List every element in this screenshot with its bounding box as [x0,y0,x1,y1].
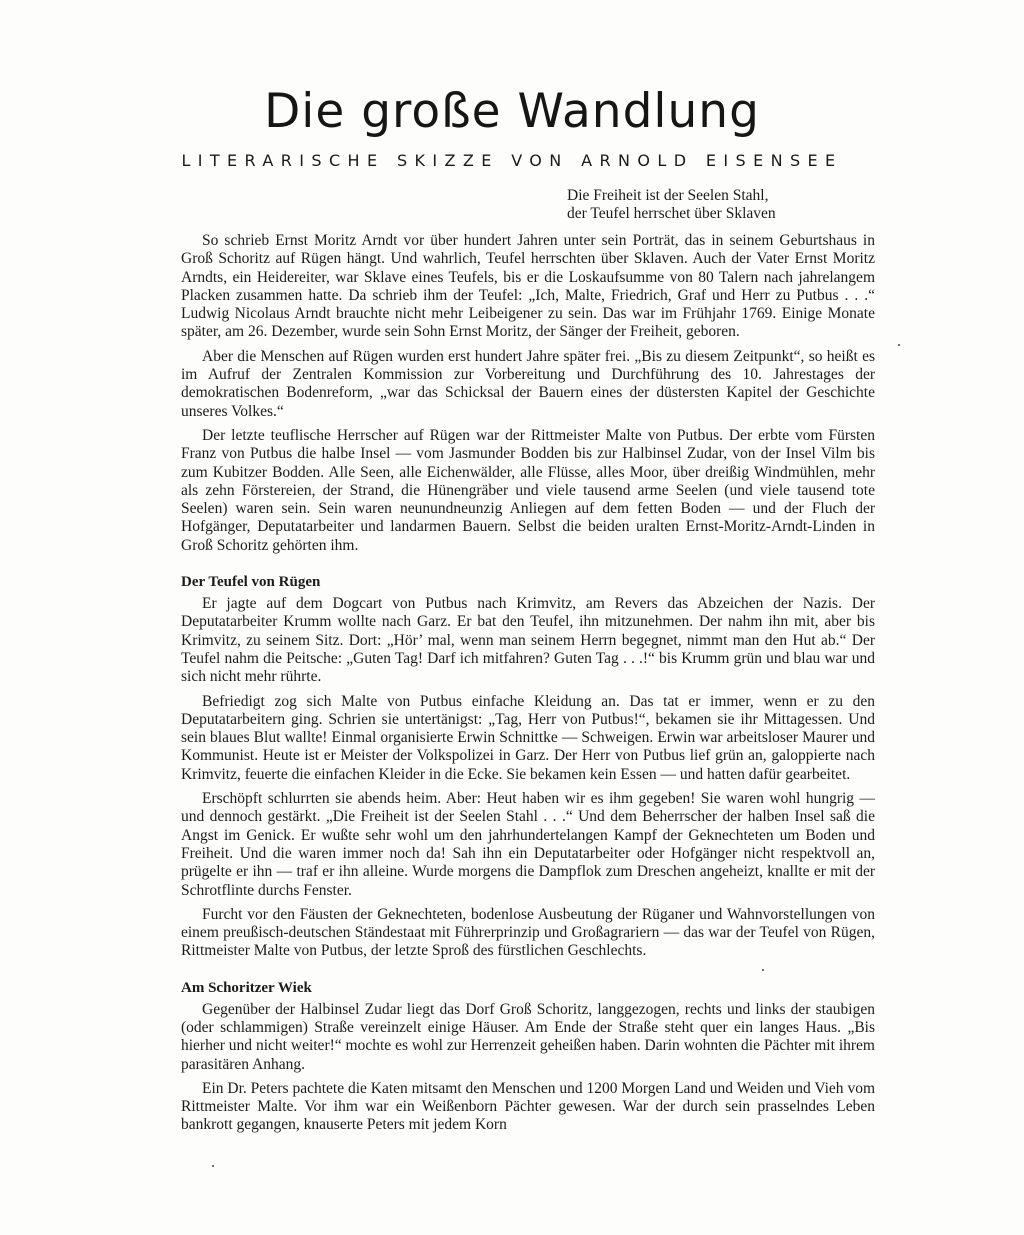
section1-paragraph-3: Erschöpft schlurrten sie abends heim. Aber: Heut haben wir es ihm gegeben! Sie waren wohl hungrig — und dennoch gestärkt. „Die Freiheit ist der Seelen Stahl . . .“ Und dem Beherrscher der halben Insel saß die Angst im Genick. Er wußte sehr wohl um den jahrhundertelangen Kampf der Geknechteten um Boden und Freiheit. Und die waren immer noch da! Sah ihn ein Deputatarbeiter oder Hofgänger nicht respektvoll an, prügelte er ihn — traf er ihn alleine. Wurde morgens die Dampflok zum Dreschen angeheizt, knallte er mit der Schrotflinte durchs Fenster. [181,790,875,899]
section1-paragraph-4: Furcht vor den Fäusten der Geknechteten, bodenlose Ausbeutung der Rüganer und Wahnvorstellungen von einem preußisch-deutschen Ständestaat mit Führerprinzip und Großagrariern — das war der Teufel von Rügen, Rittmeister Malte von Putbus, der letzte Sproß des fürstlichen Geschlechts. [181,905,875,960]
section1-paragraph-1: Er jagte auf dem Dogcart von Putbus nach Krimvitz, am Revers das Abzeichen der Nazis. Der Deputatarbeiter Krumm wollte nach Garz. Er bat den Teufel, ihn mitzunehmen. Der nahm ihn mit, aber bis Krimvitz, zu seinem Sitz. Dort: „Hör’ mal, wenn man seinem Herrn begegnet, nimmt man den Hut ab.“ Der Teufel nahm die Peitsche: „Guten Tag! Darf ich mitfahren? Guten Tag . . .!“ bis Krumm grün und blau war und sich nicht mehr rührte. [181,595,875,686]
article-body [181,232,875,1141]
intro-paragraph-3: Der letzte teuflische Herrscher auf Rügen war der Rittmeister Malte von Putbus. Der erbte vom Fürsten Franz von Putbus die halbe Insel — vom Jasmunder Bodden bis zur Halbinsel Zudar, von der Insel Vilm bis zum Kubitzer Bodden. Alle Seen, alle Eichenwälder, alle Flüsse, alles Moor, über dreißig Windmühlen, mehr als zehn Förstereien, der Strand, die Hünengräber und viele tausend arme Seelen (und viele tausend tote Seelen) waren sein. Sein waren neunundneunzig Anliegen auf dem fetten Boden — und der Fluch der Hofgänger, Deputatarbeiter und landarmen Bauern. Selbst die beiden uralten Ernst-Moritz-Arndt-Linden in Groß Schoritz gehörten ihm. [181,426,875,554]
epigraph-line-1: Die Freiheit ist der Seelen Stahl, [567,187,769,204]
print-speck [762,969,764,971]
article-title: Die große Wandlung [264,84,760,139]
section1-paragraph-2: Befriedigt zog sich Malte von Putbus einfache Kleidung an. Das tat er immer, wenn er zu den Deputatarbeitern ging. Schrien sie untertänigst: „Tag, Herr von Putbus!“, bekamen sie ihr Mittagessen. Und sein blaues Blut wallte! Einmal organisierte Erwin Schnittke — Schweigen. Erwin war arbeitsloser Maurer und Kommunist. Heute ist er Meister der Volkspolizei in Garz. Der Herr von Putbus lief grün an, galoppierte nach Krimvitz, feuerte die einfachen Kleider in die Ecke. Sie bekamen kein Essen — und hatten dafür gearbeitet. [181,692,875,783]
section2-paragraph-1: Gegenüber der Halbinsel Zudar liegt das Dorf Groß Schoritz, langgezogen, rechts und links der staubigen (oder schlammigen) Straße vereinzelt einige Häuser. Am Ende der Straße steht quer ein langes Haus. „Bis hierher und nicht weiter!“ mochte es wohl zur Herrenzeit geheißen haben. Darin wohnten die Pächter mit ihrem parasitären Anhang. [181,1000,875,1073]
print-speck [898,344,900,346]
epigraph-line-2: der Teufel herrschet über Sklaven [567,205,776,222]
section-heading-schoritzer-wiek: Am Schoritzer Wiek [181,979,312,996]
section-heading-teufel: Der Teufel von Rügen [181,574,321,591]
epigraph [567,187,776,223]
intro-paragraph-2: Aber die Menschen auf Rügen wurden erst hundert Jahre später frei. „Bis zu diesem Zeitpunkt“, so heißt es im Aufruf der Zentralen Kommission zur Vorbereitung und Durchführung des 10. Jahrestages der demokratischen Bodenreform, „war das Schicksal der Bauern eines der düstersten Kapitel der Geschichte unseres Volkes.“ [181,347,875,420]
article-subtitle: LITERARISCHE SKIZZE VON ARNOLD EISENSEE [181,151,843,170]
intro-paragraph-1: So schrieb Ernst Moritz Arndt vor über hundert Jahren unter sein Porträt, das in seinem Geburtshaus in Groß Schoritz auf Rügen hängt. Und wahrlich, Teufel herrschten über Sklaven. Auch der Vater Ernst Moritz Arndts, ein Heidereiter, war Sklave eines Teufels, bis er die Loskaufsumme von 80 Talern nach jahrelangem Placken zusammen hatte. Da schrieb ihm der Teufel: „Ich, Malte, Friedrich, Graf und Herr zu Putbus . . .“ Ludwig Nicolaus Arndt brauchte nicht mehr Leibeigener zu sein. Das war im Frühjahr 1769. Einige Monate später, am 26. Dezember, wurde sein Sohn Ernst Moritz, der Sänger der Freiheit, geboren. [181,232,875,341]
section2-paragraph-2: Ein Dr. Peters pachtete die Katen mitsamt den Menschen und 1200 Morgen Land und Weiden und Vieh vom Rittmeister Malte. Vor ihm war ein Weißenborn Pächter gewesen. War der durch sein prasselndes Leben bankrott gegangen, knauserte Peters mit jedem Korn [181,1079,875,1134]
print-speck [212,1165,214,1167]
